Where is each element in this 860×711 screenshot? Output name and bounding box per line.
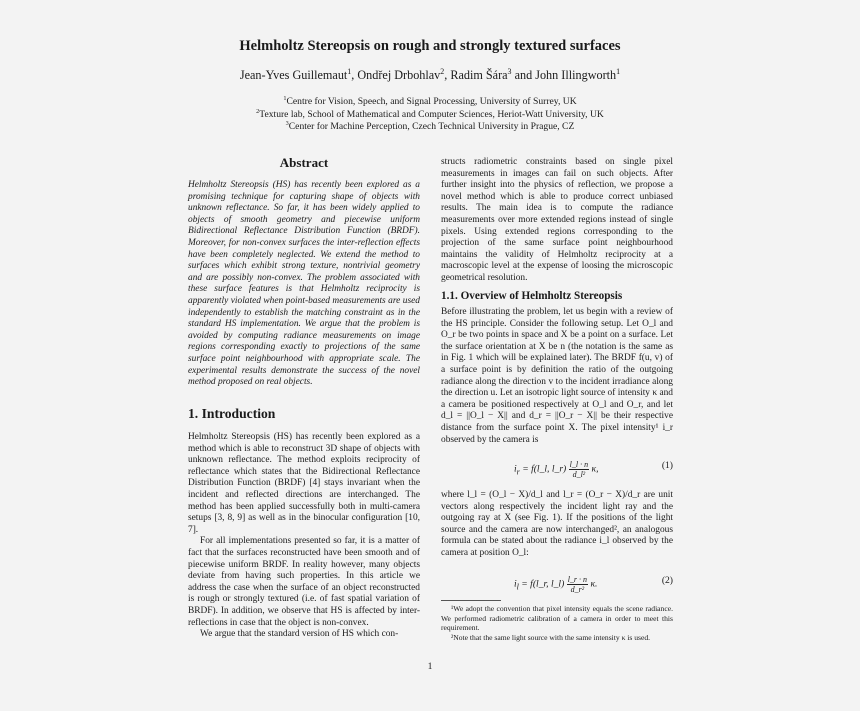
section-heading: 1.1. Overview of Helmholtz Stereopsis	[441, 290, 623, 302]
affiliation: $^3$Center for Machine Perception, Czech Technical University in Prague, CZ	[285, 120, 575, 133]
affiliation: $^2$Texture lab, School of Mathematical and Computer Sciences, Heriot-Watt University, UK	[256, 107, 604, 120]
footnote: ¹We adopt the convention that pixel intensity equals the scene radiance. We performed radiometric calibration of a camera in order to meet this requirement.	[441, 604, 673, 633]
affiliation: $^1$Centre for Vision, Speech, and Signal Processing, University of Surrey, UK	[283, 94, 577, 107]
paper-page: Helmholtz Stereopsis on rough and strongly textured surfaces Jean-Yves Guillemaut$^1$, Ondřej Drbohlav$^2$, Radim Šára$^3$ and John Illingworth$^1$ $^1$Centre for Vision, Speech, and Signal Processing, University of Surrey, UK $^2$Texture lab, School of Mathematical and Computer Sciences, Heriot-Watt University, UK $^3$Center for Machine Perception, Czech Technical University in Prague, CZ Abstract Helmholtz Stereopsis (HS) has recently been explored as a promising technique for capturing shape of objects with unknown reflectance. So far, it has been widely applied to objects of smooth geometry and piecewise uniform Bidirectional Reflectance Distribution Function (BRDF). Moreover, for non-convex surfaces the inter-reflection effects have been completely neglected. We extend the method to surfaces which exhibit strong texture, nontrivial geometry and are possibly non-convex. The problem associated with these surface features is that Helmholtz reciprocity is apparently violated when point-based measurements are used independently to establish the matching constraint as in the standard HS implementation. We argue that the problem is avoided by computing radiance measurements on image regions corresponding exactly to projections of the same surface point neighbourhood with appropriate scale. The experimental results demonstrate the success of the novel method proposed on real objects. 1. Introduction Helmholtz Stereopsis (HS) has recently been explored as a method which is able to reconstruct 3D shape of objects with unknown reflectance. The method exploits reciprocity of reflectance which states that the Bidirectional Reflectance Distribution Function (BRDF) [4] stays invariant when the incident and reflected directions are interchanged. The method has been applied successfully both in multi-camera setups [3, 8, 9] as well as in the binocular configuration [10, 7]. For all implementations presented so far, it is a matter of fact that the surfaces reconstructed have been smooth and of piecewise uniform BRDF. In reality however, many objects deviate from having such properties. In this article we address the case when the surface of an object reconstructed is rough or strongly textured (i.e. of fast spatial variation of BRDF). In addition, we observe that HS is affected by inter-reflections in case that the object is non-convex. We argue that the standard version of HS which con- structs radiometric constraints based on single pixel measurements in images can fail on such objects. After further insight into the physics of reflection, we propose a novel method which is able to produce correct unbiased results. The main idea is to compute the radiance measurements over more extended regions instead of single pixels. Using extended regions corresponding to the projection of the same surface point neighbourhood maintains the validity of Helmholtz reciprocity at a macroscopic level at the expense of loosing the microscopic geometrical resolution. 1.1. Overview of Helmholtz Stereopsis Before illustrating the problem, let us begin with a review of the HS principle. Consider the following setup. Let O_l and O_r be two points in space and X be a point on a surface. Let the surface orientation at X be n (the notation is the same as in Fig. 1 which will be explained later). The BRDF f(u, v) of a surface point is by definition the ratio of the outgoing radiance along the direction v to the incident irradiance along the direction u. Let an isotropic light source of intensity κ and a camera be positioned respectively at O_l and O_r, and let d_l = ||O_l − X|| and d_r = ||O_r − X|| be their respective distance from the surface point X. The pixel intensity¹ i_r observed by the camera is $i_r$ = f(l_l, l_r) $\frac{l\_l \cdot n}{\text{d\_l²}}$ κ, (1) where l_l = (O_l − X)/d_l and l_r = (O_r − X)/d_r are unit vectors along respectively the incident light ray and the outgoing ray at X (see Fig. 1). If the positions of the light source and the camera are now interchanged², an analogous formula can be stated about the radiance i_l observed by the camera at position O_l: $i_l$ = f(l_r, l_l) $\frac{l\_r \cdot n}{\text{d\_r²}}$ κ. (2) ¹We adopt the convention that pixel intensity equals the scene radiance. We performed radiometric calibration of a camera in order to meet this requirement. ²Note that the same light source with the same intensity κ is used. 1	[0, 0, 860, 711]
section-text	[441, 307, 673, 446]
intro-heading: 1. Introduction	[188, 406, 276, 421]
paragraph: For all implementations presented so far, it is a matter of fact that the surfaces reconstructed have been smooth and of piecewise uniform BRDF. In reality however, many objects deviate from having such properties. In this article we address the case when the surface of an object reconstructed is rough or strongly textured (i.e. of fast spatial variation of BRDF). In addition, we observe that HS is affected by inter-reflections in case that the object is non-convex.	[188, 536, 420, 628]
author-name: Radim Šára	[450, 68, 508, 82]
footnotes	[441, 604, 673, 642]
right-column-continuation	[441, 157, 673, 285]
paragraph: structs radiometric constraints based on single pixel measurements in images can fail on such objects. After further insight into the physics of reflection, we propose a novel method which is able to produce correct unbiased results. The main idea is to compute the radiance measurements over more extended regions instead of single pixels. Using extended regions corresponding to the projection of the same surface point neighbourhood maintains the validity of Helmholtz reciprocity at a macroscopic level at the expense of loosing the microscopic geometrical resolution.	[441, 157, 673, 283]
equation-number: (1)	[661, 460, 673, 471]
author-name: John Illingworth	[535, 68, 617, 82]
affiliation-list	[0, 96, 860, 134]
author-name: Ondřej Drbohlav	[357, 68, 441, 82]
author-list: Jean-Yves Guillemaut$^1$, Ondřej Drbohlav$^2$, Radim Šára$^3$ and John Illingworth$^1$	[239, 66, 621, 82]
intro-text	[188, 432, 420, 641]
page-number: 1	[427, 661, 433, 672]
equation-number: (2)	[661, 575, 673, 586]
abstract-text: Helmholtz Stereopsis (HS) has recently been explored as a promising technique for capturing shape of objects with unknown reflectance. So far, it has been widely applied to objects of smooth geometry and piecewise uniform Bidirectional Reflectance Distribution Function (BRDF). Moreover, for non-convex surfaces the inter-reflection effects have been completely neglected. We extend the method to surfaces which exhibit strong texture, nontrivial geometry and are possibly non-convex. The problem associated with these surface features is that Helmholtz reciprocity is apparently violated when point-based measurements are used independently to establish the matching constraint as in the standard HS implementation. We argue that the problem is avoided by computing radiance measurements on image regions corresponding exactly to projections of the same surface point neighbourhood with appropriate scale. The experimental results demonstrate the success of the novel method proposed on real objects.	[188, 180, 420, 388]
paragraph: We argue that the standard version of HS which con-	[200, 629, 399, 640]
paragraph: Helmholtz Stereopsis (HS) has recently been explored as a method which is able to reconstruct 3D shape of objects with unknown reflectance. The method exploits reciprocity of reflectance which states that the Bidirectional Reflectance Distribution Function (BRDF) [4] stays invariant when the incident and reflected directions are interchanged. The method has been applied successfully both in multi-camera setups [3, 8, 9] as well as in the binocular configuration [10, 7].	[188, 432, 420, 535]
paragraph: Before illustrating the problem, let us begin with a review of the HS principle. Consider the following setup. Let O_l and O_r be two points in space and X be a point on a surface. Let the surface orientation at X be n (the notation is the same as in Fig. 1 which will be explained later). The BRDF f(u, v) of a surface point is by definition the ratio of the outgoing radiance along the direction v to the incident irradiance along the direction u. Let an isotropic light source of intensity κ and a camera be positioned respectively at O_l and O_r, and let d_l = ||O_l − X|| and d_r = ||O_r − X|| be their respective distance from the surface point X. The pixel intensity¹ i_r observed by the camera is	[441, 307, 673, 445]
footnote: ²Note that the same light source with the same intensity κ is used.	[451, 632, 651, 642]
paper-title: Helmholtz Stereopsis on rough and strongly textured surfaces	[239, 38, 621, 54]
paragraph: where l_l = (O_l − X)/d_l and l_r = (O_r − X)/d_r are unit vectors along respectively the incident light ray and the outgoing ray at X (see Fig. 1). If the positions of the light source and the camera are now interchanged², an analogous formula can be stated about the radiance i_l observed by the camera at position O_l:	[441, 490, 673, 558]
section-text-continued	[441, 490, 673, 560]
abstract-heading: Abstract	[279, 155, 329, 170]
author-name: Jean-Yves Guillemaut	[239, 68, 348, 82]
footnote-rule	[441, 600, 501, 601]
